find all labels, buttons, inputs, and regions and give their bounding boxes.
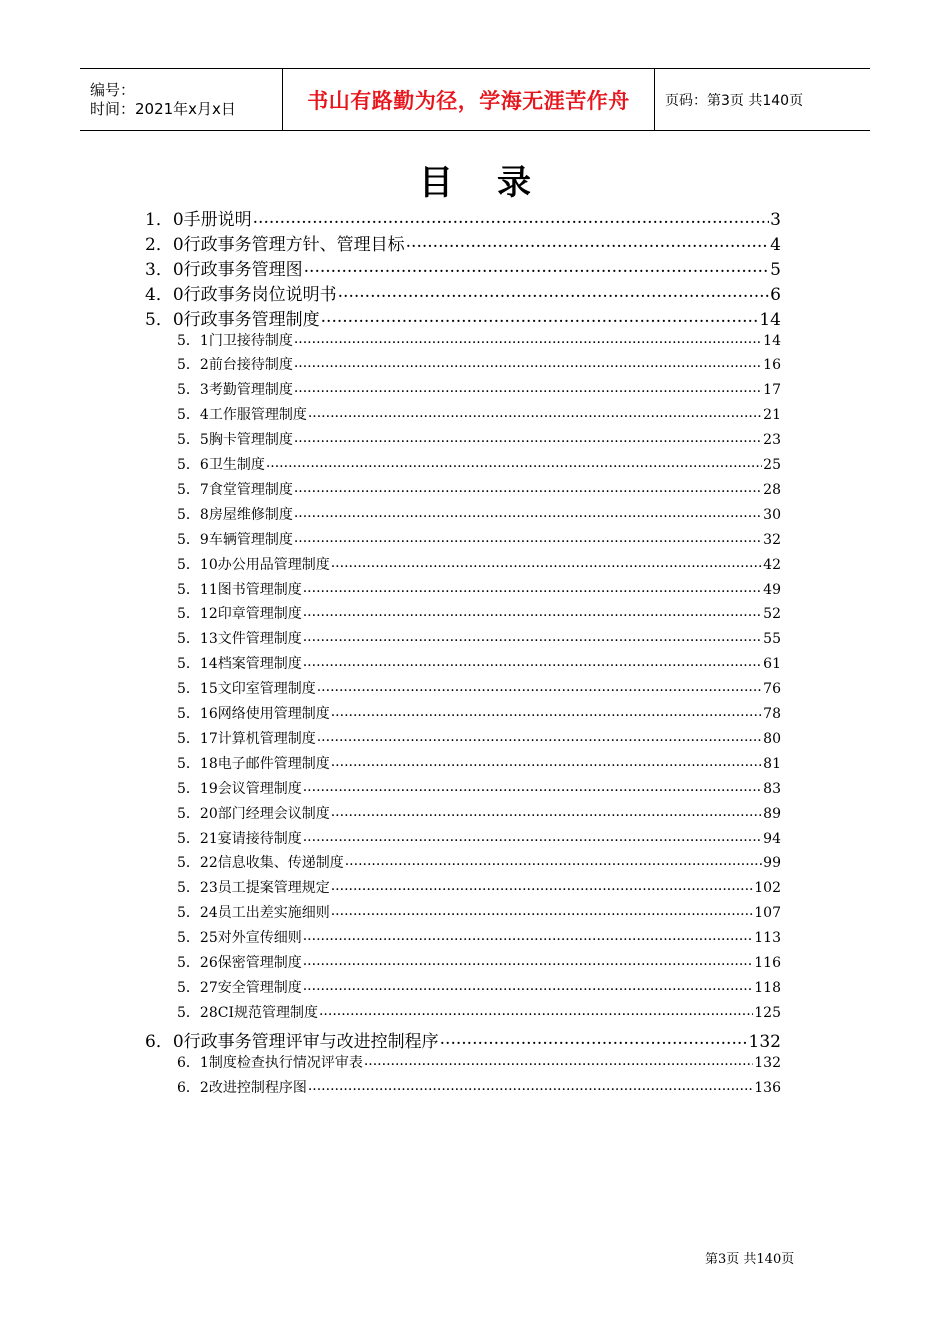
toc-entry-number: 5．15 [177,681,218,698]
toc-entry[interactable] [145,230,781,255]
toc-entry-label: 文件管理制度 [217,631,302,648]
header-page-info: 页码：第3页 共140页 [665,92,804,109]
toc-entry-page: 6 [770,284,781,305]
toc-subentry[interactable] [177,828,781,853]
toc-entry-label: 信息收集、传递制度 [217,855,344,872]
toc-entry-number: 5．26 [177,955,218,971]
header-motto: 书山有路勤为径，学海无涯苦作舟 [307,88,630,113]
toc-dot-leader [303,829,762,843]
toc-dot-leader [294,331,762,345]
toc-entry-label: CI规范管理制度 [217,1004,318,1021]
toc-subentry[interactable] [177,753,781,778]
toc-entry-number: 3．0 [145,259,184,280]
toc-dot-leader [331,804,762,818]
toc-entry-number: 5．11 [177,581,218,598]
toc-entry-page: 52 [763,606,781,623]
toc-subentry[interactable] [177,778,781,803]
toc-entry-number: 5．2 [177,357,209,374]
toc-entry-number: 6．2 [177,1079,209,1096]
toc-entry-page: 132 [748,1031,781,1052]
toc-subentry[interactable] [177,852,781,877]
toc-dot-leader [303,953,754,967]
toc-subentry[interactable] [177,354,781,379]
header-motto-cell [282,69,655,130]
toc-entry-label: 手册说明 [183,210,252,230]
toc-entry-page: 16 [763,357,781,374]
toc-entry[interactable] [145,205,781,230]
toc-entry-number: 5．1 [177,332,209,349]
toc-entry-page: 23 [763,432,781,449]
toc-entry-number: 6．1 [177,1054,209,1071]
toc-entry-number: 5．6 [177,457,209,473]
toc-dot-leader [304,258,770,275]
toc-entry-page: 78 [763,706,781,722]
toc-subentry[interactable] [177,579,781,604]
toc-entry-label: 印章管理制度 [217,606,302,623]
toc-dot-leader [321,308,759,325]
toc-entry-label: 安全管理制度 [217,979,302,996]
toc-entry-label: 部门经理会议制度 [217,805,330,822]
toc-subentry[interactable] [177,952,781,977]
toc-entry[interactable] [145,305,781,330]
toc-dot-leader [331,754,762,768]
toc-subentry[interactable] [177,927,781,952]
toc-entry-label: 图书管理制度 [217,581,302,598]
toc-dot-leader [308,1078,753,1092]
toc-entry-label: 计算机管理制度 [217,730,316,747]
toc-entry-page: 83 [763,780,781,797]
toc-dot-leader [406,233,770,250]
toc-entry-number: 5．14 [177,656,218,673]
page-footer: 第3页 共140页 [705,1252,795,1267]
toc-entry-label: 行政事务管理制度 [183,309,320,330]
toc-subentry[interactable] [177,554,781,579]
toc-entry-number: 1．0 [145,210,184,230]
toc-entry-page: 3 [770,210,781,230]
toc-dot-leader [303,604,762,618]
toc-entry-label: 员工提案管理规定 [217,880,330,897]
toc-entry-label: 行政事务岗位说明书 [183,284,337,305]
toc-entry-page: 81 [763,755,781,772]
toc-subentry[interactable] [177,504,781,529]
toc-dot-leader [308,405,762,419]
toc-entry-page: 76 [763,681,781,698]
toc-dot-leader [294,530,762,544]
toc-subentry[interactable] [177,1002,781,1027]
toc-entry-number: 5．18 [177,755,218,772]
toc-entry-page: 113 [754,930,781,947]
toc-entry-page: 136 [754,1079,781,1096]
toc-entry[interactable] [145,1027,781,1052]
toc-entry-page: 118 [754,979,781,996]
toc-dot-leader [294,430,762,444]
toc-entry-page: 125 [754,1004,781,1021]
toc-entry-page: 4 [770,234,781,255]
toc-entry-label: 行政事务管理方针、管理目标 [183,234,405,255]
toc-dot-leader [294,480,762,494]
toc-entry-page: 94 [763,830,781,847]
toc-subentry[interactable] [177,902,781,927]
toc-entry-page: 14 [759,309,781,330]
toc-entry-page: 132 [754,1054,781,1071]
toc-entry-page: 89 [763,805,781,822]
toc-entry-number: 5．22 [177,855,218,872]
toc-dot-leader [303,580,762,594]
toc-entry-label: 车辆管理制度 [208,531,293,548]
toc-dot-leader [303,928,754,942]
toc-entry-number: 5．24 [177,905,218,922]
toc-entry-page: 21 [763,407,781,424]
toc-entry-page: 42 [763,556,781,573]
toc-entry-label: 电子邮件管理制度 [217,755,330,772]
toc-entry-page: 80 [763,730,781,747]
toc-entry[interactable] [145,280,781,305]
toc-entry-page: 49 [763,581,781,598]
toc-entry-number: 5．3 [177,382,209,399]
toc-entry[interactable] [145,255,781,280]
header-meta [80,69,282,130]
toc-entry-label: 前台接待制度 [208,357,293,374]
toc-subentry[interactable] [177,479,781,504]
toc-entry-number: 5．25 [177,930,218,947]
toc-title: 目录 [419,163,575,203]
toc-entry-page: 14 [763,332,781,349]
toc-dot-leader [294,380,762,394]
toc-subentry[interactable] [177,628,781,653]
toc-entry-page: 17 [763,382,781,399]
toc-subentry[interactable] [177,1052,781,1077]
toc-subentry[interactable] [177,404,781,429]
toc-entry-number: 5．23 [177,880,218,897]
toc-entry-label: 卫生制度 [208,457,265,473]
toc-entry-number: 4．0 [145,284,184,305]
toc-dot-leader [331,903,754,917]
toc-dot-leader [331,704,762,718]
toc-subentry[interactable] [177,728,781,753]
toc-entry-label: 制度检查执行情况评审表 [208,1054,363,1071]
document-time-label: 时间：2021年x月x日 [90,99,236,118]
toc-entry-page: 102 [754,880,781,897]
toc-dot-leader [338,283,770,300]
toc-entry-page: 5 [770,259,781,280]
toc-subentry[interactable] [177,330,781,355]
toc-subentry[interactable] [177,803,781,828]
toc-entry-number: 5．20 [177,805,218,822]
toc-subentry[interactable] [177,429,781,454]
toc-subentry[interactable] [177,454,781,479]
toc-entry-number: 2．0 [145,234,184,255]
toc-dot-leader [345,853,762,867]
toc-subentry[interactable] [177,603,781,628]
toc-entry-number: 5．8 [177,506,209,523]
toc-dot-leader [294,505,762,519]
toc-entry-label: 网络使用管理制度 [217,706,330,722]
toc-entry-number: 5．27 [177,979,218,996]
toc-entry-number: 5．28 [177,1004,218,1021]
toc-entry-label: 办公用品管理制度 [217,556,330,573]
toc-dot-leader [364,1053,753,1067]
toc-subentry[interactable] [177,877,781,902]
page-header [80,68,870,131]
toc-entry-page: 61 [763,656,781,673]
toc-entry-number: 5．16 [177,706,218,722]
toc-entry-number: 5．9 [177,531,209,548]
toc-subentry[interactable] [177,653,781,678]
toc-entry-label: 员工出差实施细则 [217,905,330,922]
toc-entry-label: 胸卡管理制度 [208,432,293,449]
toc-subentry[interactable] [177,529,781,554]
toc-entry-label: 改进控制程序图 [208,1079,307,1096]
toc-dot-leader [303,654,762,668]
toc-subentry[interactable] [177,1077,781,1102]
toc-entry-number: 5．10 [177,556,218,573]
toc-subentry[interactable] [177,703,781,728]
toc-subentry[interactable] [177,977,781,1002]
toc-dot-leader [319,1003,753,1017]
toc-entry-number: 5．5 [177,432,209,449]
document-number-label: 编号： [90,80,136,99]
toc-entry-label: 考勤管理制度 [208,382,293,399]
toc-entry-label: 档案管理制度 [217,656,302,673]
header-page-cell [655,69,870,130]
toc-entry-page: 55 [763,631,781,648]
toc-entry-label: 食堂管理制度 [208,481,293,498]
toc-dot-leader [317,729,762,743]
toc-entry-label: 门卫接待制度 [208,332,293,349]
toc-entry-label: 宴请接待制度 [217,830,302,847]
toc-entry-label: 工作服管理制度 [208,407,307,424]
toc-entry-number: 5．4 [177,407,209,424]
toc-dot-leader [303,779,762,793]
toc-dot-leader [331,878,754,892]
toc-entry-label: 房屋维修制度 [208,506,293,523]
toc-entry-page: 28 [763,481,781,498]
toc-dot-leader [266,455,762,469]
toc-entry-page: 32 [763,531,781,548]
toc-dot-leader [294,355,762,369]
toc-dot-leader [440,1030,748,1047]
toc-entry-number: 5．0 [145,309,184,330]
toc-entry-number: 5．7 [177,481,209,498]
toc-entry-page: 30 [763,506,781,523]
toc-entry-number: 5．17 [177,730,218,747]
toc-dot-leader [253,208,770,225]
toc-entry-number: 5．19 [177,780,218,797]
toc-dot-leader [317,679,762,693]
toc-entry-label: 行政事务管理图 [183,259,303,280]
toc-entry-number: 5．13 [177,631,218,648]
toc-entry-label: 对外宣传细则 [217,930,302,947]
toc-subentry[interactable] [177,379,781,404]
toc-entry-label: 文印室管理制度 [217,681,316,698]
toc-entry-page: 99 [763,855,781,872]
toc-entry-number: 5．12 [177,606,218,623]
toc-entry-label: 保密管理制度 [217,955,302,971]
toc-entry-number: 5．21 [177,830,218,847]
toc-entry-number: 6．0 [145,1031,184,1052]
toc-entry-page: 25 [763,457,781,473]
toc-dot-leader [303,978,754,992]
toc-entry-page: 107 [754,905,781,922]
toc-dot-leader [303,629,762,643]
toc-entry-label: 会议管理制度 [217,780,302,797]
toc-entry-label: 行政事务管理评审与改进控制程序 [183,1031,439,1052]
toc-dot-leader [331,555,762,569]
toc-subentry[interactable] [177,678,781,703]
toc-entry-page: 116 [754,955,781,971]
